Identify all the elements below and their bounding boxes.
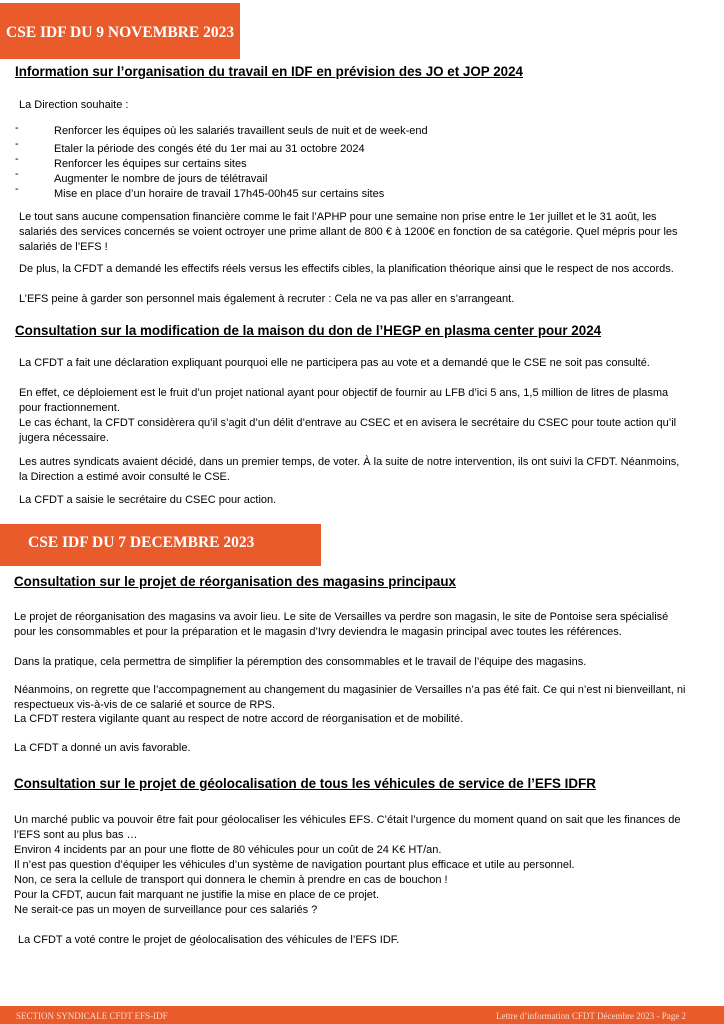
footer-section-name: SECTION SYNDICALE CFDT EFS-IDF xyxy=(16,1011,168,1021)
paragraph: De plus, la CFDT a demandé les effectifs réels versus les effectifs cibles, la planification théorique ainsi que le respect de nos accords. xyxy=(19,263,674,275)
paragraph: Il n’est pas question d’équiper les véhicules d’un système de navigation pourtant plus efficace et utile au personnel. xyxy=(14,859,575,871)
section-heading-jo-organisation: Information sur l’organisation du travail en IDF en prévision des JO et JOP 2024 xyxy=(15,64,523,79)
list-item: Mise en place d’un horaire de travail 17h45-00h45 sur certains sites xyxy=(54,188,385,200)
footer-page-info: Lettre d’information CFDT Décembre 2023 - Page 2 xyxy=(495,1011,686,1021)
list-item: Renforcer les équipes où les salariés travaillent seuls de nuit et de week-end xyxy=(54,125,428,137)
list-item: Renforcer les équipes sur certains sites xyxy=(54,158,247,170)
section-banner-november xyxy=(0,3,240,59)
section-heading-geolocalisation: Consultation sur le projet de géolocalisation de tous les véhicules de service de l’EFS IDFR xyxy=(14,776,596,791)
paragraph: En effet, ce déploiement est le fruit d’un projet national ayant pour objectif de fournir au LFB d’ici 5 ans, 1,5 million de litres de plasma pour fractionnement. xyxy=(19,387,669,414)
paragraph: Les autres syndicats avaient décidé, dans un premier temps, de voter. À la suite de notre intervention, ils ont suivi la CFDT. Néanmoins, la Direction a estimé avoir consulté le CSE. xyxy=(19,456,680,483)
section-heading-magasins: Consultation sur le projet de réorganisation des magasins principaux xyxy=(14,574,456,589)
section-heading-plasma-center: Consultation sur la modification de la maison du don de l’HEGP en plasma center pour 2024 xyxy=(15,323,602,338)
bullet-marker: - xyxy=(15,183,19,195)
paragraph: Dans la pratique, cela permettra de simplifier la péremption des consommables et le travail de l’équipe des magasins. xyxy=(14,656,587,668)
paragraph: L’EFS peine à garder son personnel mais également à recruter : Cela ne va pas aller en s’arrangeant. xyxy=(19,293,515,305)
paragraph: Néanmoins, on regrette que l’accompagnement au changement du magasinier de Versailles n’a pas été fait. Ce qui n’est ni bienveillant, ni respectueux vis-à-vis de ce salarié et source de RPS. xyxy=(14,684,686,711)
paragraph: Le projet de réorganisation des magasins va avoir lieu. Le site de Versailles va perdre son magasin, le site de Pontoise sera spécialisé pour les consommables et pour la préparation et le magasin d’Ivry deviendra le magasin principal avec toutes les références. xyxy=(14,611,669,638)
banner-title: CSE IDF DU 7 DECEMBRE 2023 xyxy=(28,534,255,551)
list-item: Etaler la période des congés été du 1er mai au 31 octobre 2024 xyxy=(54,143,365,155)
paragraph: Le cas échant, la CFDT considèrera qu’il s’agit d’un délit d’entrave au CSEC et en avisera le secrétaire du CSEC pour toute action qu’il jugera nécessaire. xyxy=(19,417,677,444)
paragraph: Pour la CFDT, aucun fait marquant ne justifie la mise en place de ce projet. xyxy=(14,889,380,901)
paragraph: La CFDT restera vigilante quant au respect de notre accord de réorganisation et de mobilité. xyxy=(14,713,464,725)
paragraph: Environ 4 incidents par an pour une flotte de 80 véhicules pour un coût de 24 K€ HT/an. xyxy=(14,844,442,856)
paragraph: Ne serait-ce pas un moyen de surveillance pour ces salariés ? xyxy=(14,904,318,916)
paragraph: Un marché public va pouvoir être fait pour géolocaliser les véhicules EFS. C’était l’urgence du moment quand on sait que les finances de l’EFS sont au plus bas … xyxy=(14,814,681,841)
paragraph: La CFDT a donné un avis favorable. xyxy=(14,742,191,754)
list-item: Augmenter le nombre de jours de télétravail xyxy=(54,173,268,185)
bullet-marker: - xyxy=(15,122,19,134)
paragraph: La CFDT a fait une déclaration expliquant pourquoi elle ne participera pas au vote et a demandé que le CSE ne soit pas consulté. xyxy=(19,357,650,369)
section-banner-december xyxy=(0,524,321,566)
banner-title: CSE IDF DU 9 NOVEMBRE 2023 xyxy=(6,24,235,41)
paragraph: Non, ce sera la cellule de transport qui donnera le chemin à prendre en cas de bouchon ! xyxy=(14,874,448,886)
bullet-marker: - xyxy=(15,138,19,150)
paragraph: Le tout sans aucune compensation financière comme le fait l’APHP pour une semaine non prise entre le 1er juillet et le 31 août, les salariés des services concernés se voient octroyer une prime allant de 800 € à 1200€ en fonction de sa catégorie. Quel mépris pour les salariés de l’EFS ! xyxy=(19,211,678,253)
intro-text: La Direction souhaite : xyxy=(19,99,129,111)
paragraph: La CFDT a saisie le secrétaire du CSEC pour action. xyxy=(19,494,277,506)
paragraph: La CFDT a voté contre le projet de géolocalisation des véhicules de l’EFS IDF. xyxy=(18,934,400,946)
page-footer xyxy=(0,1006,724,1024)
bullet-marker: - xyxy=(15,168,19,180)
bullet-marker: - xyxy=(15,153,19,165)
